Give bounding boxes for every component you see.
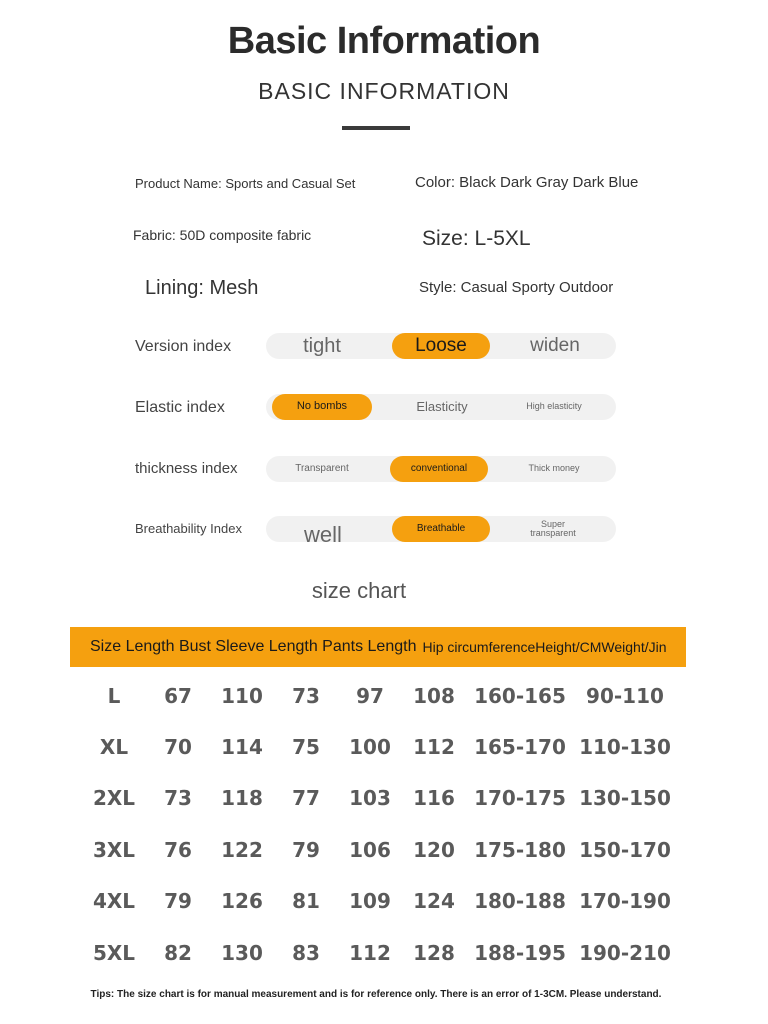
table-cell: 170-190: [579, 889, 671, 913]
index-label-breathability: Breathability Index: [135, 521, 242, 536]
table-row: [70, 886, 686, 916]
table-cell: L: [107, 684, 121, 708]
table-cell: 112: [413, 735, 455, 759]
index-option-selected: Breathable: [416, 522, 466, 534]
table-cell: 188-195: [474, 941, 566, 965]
table-cell: 103: [349, 786, 391, 810]
index-label-elastic: Elastic index: [135, 399, 225, 416]
table-cell: 100: [349, 735, 391, 759]
table-cell: 160-165: [474, 684, 566, 708]
page-subtitle: BASIC INFORMATION: [258, 78, 510, 104]
table-cell: 83: [292, 941, 320, 965]
table-cell: 108: [413, 684, 455, 708]
table-cell: 126: [221, 889, 263, 913]
table-cell: 2XL: [92, 786, 136, 810]
index-track-elastic: [266, 394, 616, 420]
table-cell: 116: [413, 786, 455, 810]
index-option: Thick money: [528, 463, 580, 474]
table-cell: 76: [164, 838, 192, 862]
table-cell: 67: [164, 684, 192, 708]
index-option: High elasticity: [526, 401, 582, 412]
index-option: tight: [303, 334, 341, 357]
table-cell: 130-150: [579, 786, 671, 810]
index-option: Elasticity: [416, 399, 468, 415]
table-row: [70, 681, 686, 711]
table-row: [70, 938, 686, 968]
table-cell: 77: [292, 786, 320, 810]
table-row: [70, 783, 686, 813]
index-option-selected: Loose: [415, 335, 467, 357]
table-cell: 97: [356, 684, 384, 708]
table-cell: 128: [413, 941, 455, 965]
index-label-thickness: thickness index: [135, 460, 238, 477]
product-size: Size: L-5XL: [422, 227, 531, 250]
table-cell: 70: [164, 735, 192, 759]
table-cell: 110: [221, 684, 263, 708]
table-cell: 110-130: [579, 735, 671, 759]
table-cell: 112: [349, 941, 391, 965]
table-cell: 79: [292, 838, 320, 862]
index-track-thickness: [266, 456, 616, 482]
table-row: [70, 835, 686, 865]
index-label-version: Version index: [135, 338, 232, 355]
size-table-header-text: Size Length Bust Sleeve Length Pants Length: [90, 638, 417, 655]
table-cell: 4XL: [92, 889, 136, 913]
table-cell: 81: [292, 889, 320, 913]
title-divider: [342, 126, 410, 130]
table-cell: 5XL: [92, 941, 136, 965]
table-cell: 75: [292, 735, 320, 759]
index-track-breathability: [266, 516, 616, 548]
table-cell: 122: [221, 838, 263, 862]
size-table-header-tail: Hip circumferenceHeight/CMWeight/Jin: [422, 639, 667, 655]
table-cell: 170-175: [474, 786, 566, 810]
table-cell: 165-170: [474, 735, 566, 759]
product-style: Style: Casual Sporty Outdoor: [419, 279, 614, 296]
table-cell: 73: [292, 684, 320, 708]
index-option-selected: conventional: [410, 462, 468, 474]
table-cell: 114: [221, 735, 263, 759]
product-color: Color: Black Dark Gray Dark Blue: [415, 174, 639, 191]
size-chart-title: size chart: [311, 578, 407, 603]
table-cell: 106: [349, 838, 391, 862]
page-title: Basic Information: [227, 20, 541, 62]
table-cell: 150-170: [579, 838, 671, 862]
index-option: Super transparent: [530, 518, 576, 538]
table-cell: 180-188: [474, 889, 566, 913]
index-option: Transparent: [295, 462, 349, 474]
table-cell: XL: [99, 735, 129, 759]
size-tips: Tips: The size chart is for manual measurement and is for reference only. There is an error of 1-3CM. Please understand.: [90, 989, 662, 1000]
product-name: Product Name: Sports and Casual Set: [135, 176, 356, 191]
index-option-selected: No bombs: [296, 400, 348, 413]
index-option: widen: [530, 335, 580, 357]
table-row: [70, 732, 686, 762]
product-fabric: Fabric: 50D composite fabric: [133, 227, 312, 243]
table-cell: 73: [164, 786, 192, 810]
table-cell: 109: [349, 889, 391, 913]
table-cell: 90-110: [586, 684, 664, 708]
table-cell: 120: [413, 838, 455, 862]
size-table-header: [70, 627, 686, 667]
table-cell: 118: [221, 786, 263, 810]
table-cell: 82: [164, 941, 192, 965]
table-cell: 3XL: [92, 838, 136, 862]
index-option: well: [304, 522, 342, 548]
index-track-version: [266, 333, 616, 359]
table-cell: 190-210: [579, 941, 671, 965]
product-lining: Lining: Mesh: [145, 277, 259, 299]
table-cell: 124: [413, 889, 455, 913]
table-cell: 79: [164, 889, 192, 913]
table-cell: 130: [221, 941, 263, 965]
table-cell: 175-180: [474, 838, 566, 862]
